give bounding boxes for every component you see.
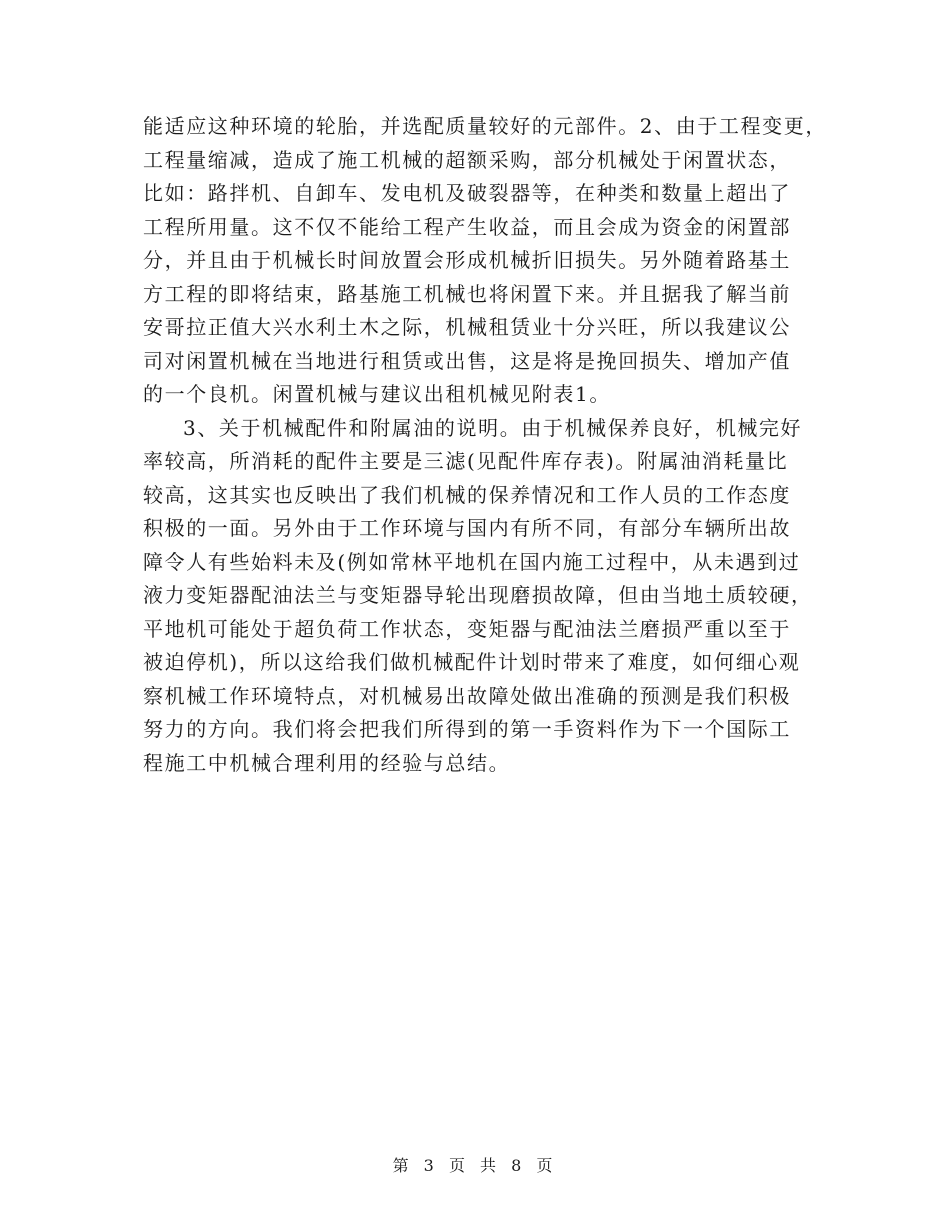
text-line: 的一个良机。闲置机械与建议出租机械见附表1。: [143, 382, 611, 406]
text-line: 障令人有些始料未及(例如常林平地机在国内施工过程中，从未遇到过: [143, 549, 801, 574]
text-line-indented: 3、关于机械配件和附属油的说明。由于机械保养良好，机械完好: [183, 415, 803, 440]
text-line: 平地机可能处于超负荷工作状态，变矩器与配油法兰磨损严重以至于: [143, 616, 791, 641]
text-line: 方工程的即将结束，路基施工机械也将闲置下来。并且据我了解当前: [143, 281, 791, 306]
paragraph-1: [143, 110, 827, 412]
text-line: 司对闲置机械在当地进行租赁或出售，这是将是挽回损失、增加产值: [143, 348, 791, 373]
text-line: 工程所用量。这不仅不能给工程产生收益，而且会成为资金的闲置部: [143, 214, 791, 239]
text-line: 能适应这种环境的轮胎，并选配质量较好的元部件。2、由于工程变更，: [143, 114, 827, 138]
text-line: 率较高，所消耗的配件主要是三滤(见配件库存表)。附属油消耗量比: [143, 449, 789, 473]
text-line: 程施工中机械合理利用的经验与总结。: [143, 750, 511, 775]
text-line: 分，并且由于机械长时间放置会形成机械折旧损失。另外随着路基土: [143, 248, 791, 272]
text-line: 积极的一面。另外由于工作环境与国内有所不同，有部分车辆所出故: [143, 516, 791, 540]
page-number-footer: 第 3 页 共 8 页: [392, 1156, 558, 1175]
text-line: 安哥拉正值大兴水利土木之际，机械租赁业十分兴旺，所以我建议公: [143, 315, 791, 339]
text-line: 较高，这其实也反映出了我们机械的保养情况和工作人员的工作态度: [143, 482, 791, 507]
text-line: 比如：路拌机、自卸车、发电机及破裂器等，在种类和数量上超出了: [143, 181, 791, 205]
text-line: 工程量缩减，造成了施工机械的超额采购，部分机械处于闲置状态，: [143, 147, 791, 172]
body-text: [143, 110, 827, 780]
text-line: 液力变矩器配油法兰与变矩器导轮出现磨损故障，但由当地土质较硬，: [143, 583, 813, 607]
text-line: 被迫停机)，所以这给我们做机械配件计划时带来了难度，如何细心观: [143, 650, 801, 674]
paragraph-2: [143, 412, 823, 781]
text-line: 察机械工作环境特点，对机械易出故障处做出准确的预测是我们积极: [143, 683, 791, 708]
text-line: 努力的方向。我们将会把我们所得到的第一手资料作为下一个国际工: [143, 717, 791, 741]
